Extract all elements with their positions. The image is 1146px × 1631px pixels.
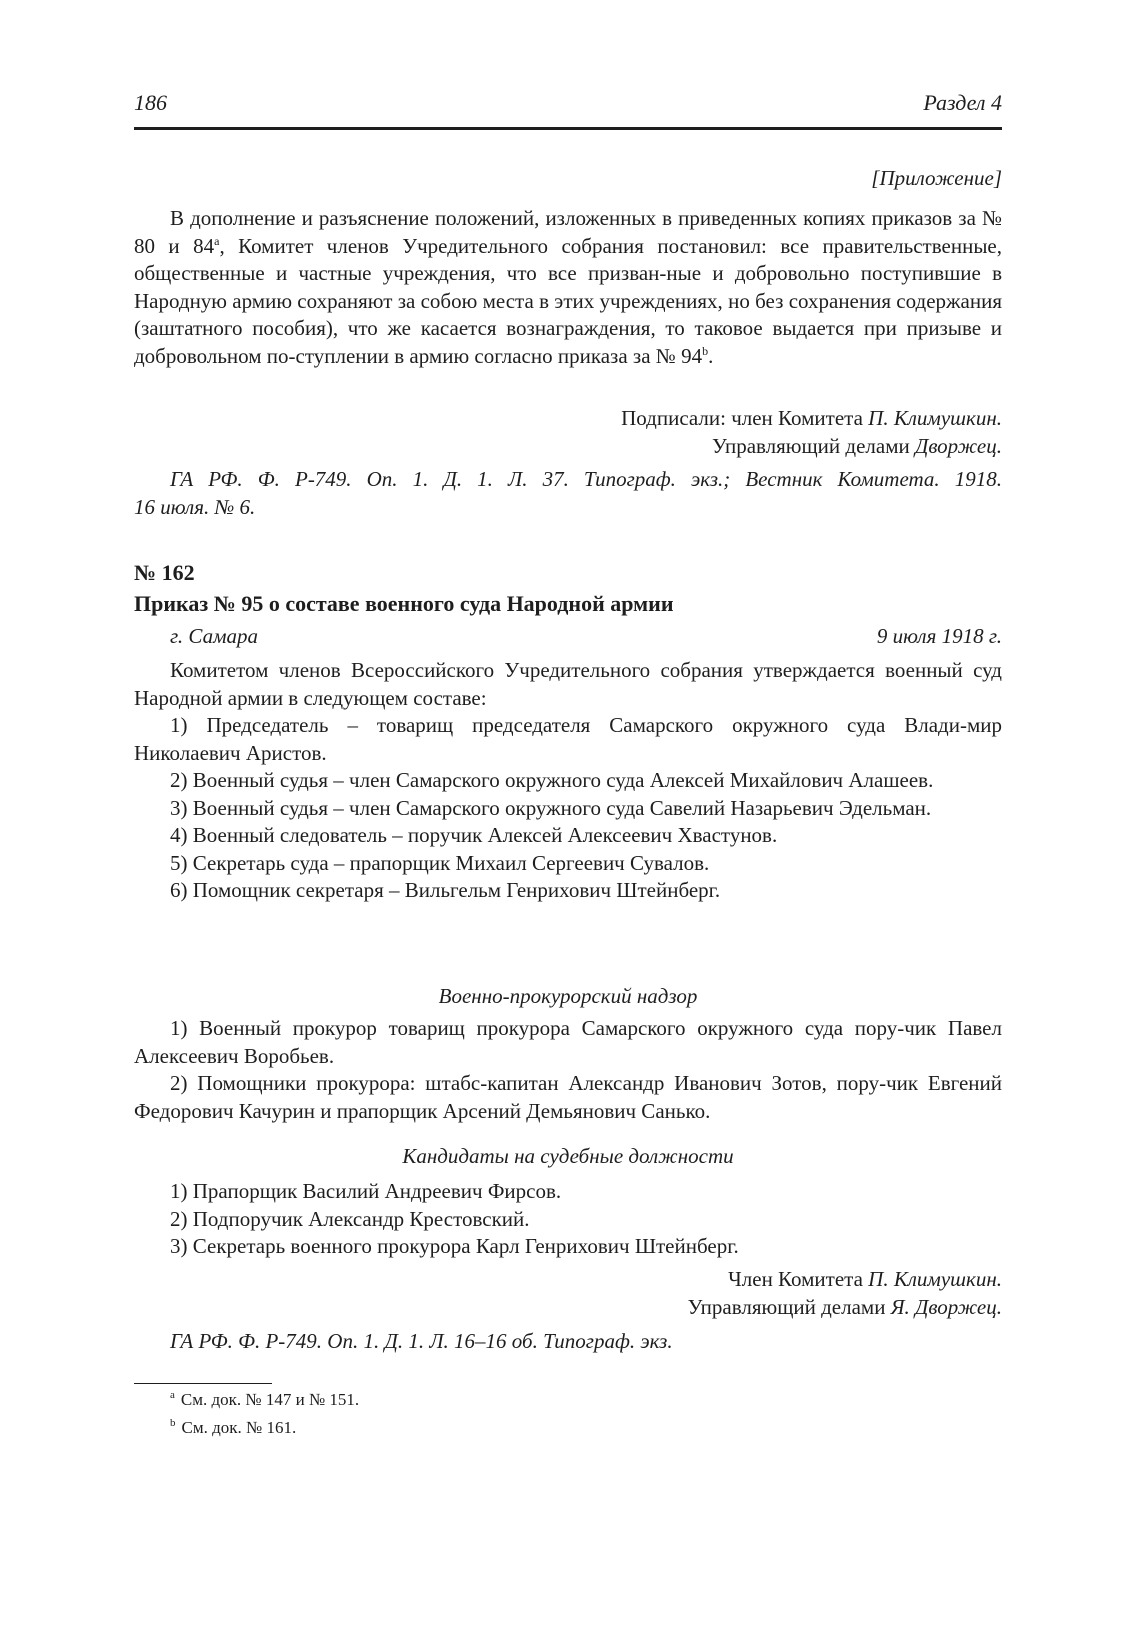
doc-date: 9 июля 1918 г.: [876, 624, 1002, 648]
footnote-b: $^b$ См. док. № 161.: [170, 1417, 297, 1437]
doc-source: ГА РФ. Ф. Р-749. Оп. 1. Д. 1. Л. 16–16 об. Типограф. экз.: [170, 1329, 673, 1353]
doc-place: г. Самара: [170, 624, 258, 648]
doc-signatures: [134, 1266, 1002, 1321]
list-item: 3) Военный судья – член Самарского окружного суда Савелий Назарьевич Эдельман.: [170, 795, 932, 820]
list-item: 4) Военный следователь – поручик Алексей Алексеевич Хвастунов.: [170, 823, 778, 847]
doc-number: № 162: [134, 560, 195, 585]
list-item: 6) Помощник секретаря – Вильгельм Генрихович Штейнберг.: [170, 878, 721, 902]
court-members-list: [134, 712, 1002, 905]
list-item: 2) Подпоручик Александр Крестовский.: [170, 1206, 530, 1231]
section-title: Раздел 4: [923, 90, 1002, 115]
footnote-a: $^a$ См. док. № 147 и № 151.: [170, 1389, 360, 1409]
prosecution-list: [134, 1015, 1002, 1125]
appendix-label-block: [134, 165, 1002, 193]
list-item: 3) Секретарь военного прокурора Карл Генрихович Штейнберг.: [170, 1234, 739, 1258]
footnote-rule: [134, 1383, 272, 1384]
appendix-paragraph: В дополнение и разъяснение положений, изложенных в приведенных копиях приказов за № 80 и 84$^a$, Комитет членов Учредительного собрания постановил: все правительственные, общественные и частные учреждения, что все призван-ные и добровольно поступившие в Народную армию сохраняют за собою места в этих учреждениях, но без сохранения содержания (заштатного пособия), что же касается вознаграждения, то таковое выдается при призыве и добровольном по-ступлении в армию согласно приказа за № 94$^b$.: [134, 206, 1003, 368]
list-item: 2) Помощники прокурора: штабс-капитан Александр Иванович Зотов, пору-чик Евгений Федорович Качурин и прапорщик Арсений Демьянович Санько.: [134, 1071, 1002, 1123]
footnote-ref-b[interactable]: b: [702, 343, 709, 358]
footnotes: [170, 1386, 359, 1442]
signature-line: Подписали: член Комитета П. Климушкин.: [621, 406, 1002, 430]
appendix-signatures: [134, 405, 1002, 460]
list-item: 1) Военный прокурор товарищ прокурора Самарского окружного суда пору-чик Павел Алексеевич Воробьев.: [134, 1016, 1002, 1068]
list-item: 2) Военный судья – член Самарского окружного суда Алексей Михайлович Алашеев.: [170, 768, 934, 792]
candidates-list: [134, 1178, 1002, 1261]
signature-line: Член Комитета П. Климушкин.: [728, 1267, 1002, 1291]
appendix-body: [134, 205, 1002, 370]
list-item: 1) Прапорщик Василий Андреевич Фирсов.: [170, 1179, 562, 1203]
appendix-source: ГА РФ. Ф. Р-749. Оп. 1. Д. 1. Л. 37. Типограф. экз.; Вестник Комитета. 1918. 16 июля. № 6.: [134, 467, 1002, 519]
signature-line: Управляющий делами Я. Дворжец.: [687, 1294, 1002, 1319]
doc-title: Приказ № 95 о составе военного суда Народной армии: [134, 591, 674, 616]
page-number: 186: [134, 90, 167, 115]
candidates-heading: Кандидаты на судебные должности: [402, 1144, 734, 1168]
doc-intro: Комитетом членов Всероссийского Учредительного собрания утверждается военный суд Народной армии в следующем составе:: [134, 658, 1002, 710]
list-item: 1) Председатель – товарищ председателя Самарского окружного суда Влади-мир Николаевич Аристов.: [134, 713, 1002, 765]
signature-line: Управляющий делами Дворжец.: [711, 433, 1002, 458]
list-item: 5) Секретарь суда – прапорщик Михаил Сергеевич Сувалов.: [170, 850, 710, 875]
header-rule: [134, 127, 1002, 130]
running-header: [134, 90, 1002, 126]
prosecution-heading: Военно-прокурорский надзор: [438, 984, 698, 1008]
footnote-ref-a[interactable]: a: [214, 233, 220, 248]
appendix-label: [Приложение]: [871, 166, 1002, 190]
